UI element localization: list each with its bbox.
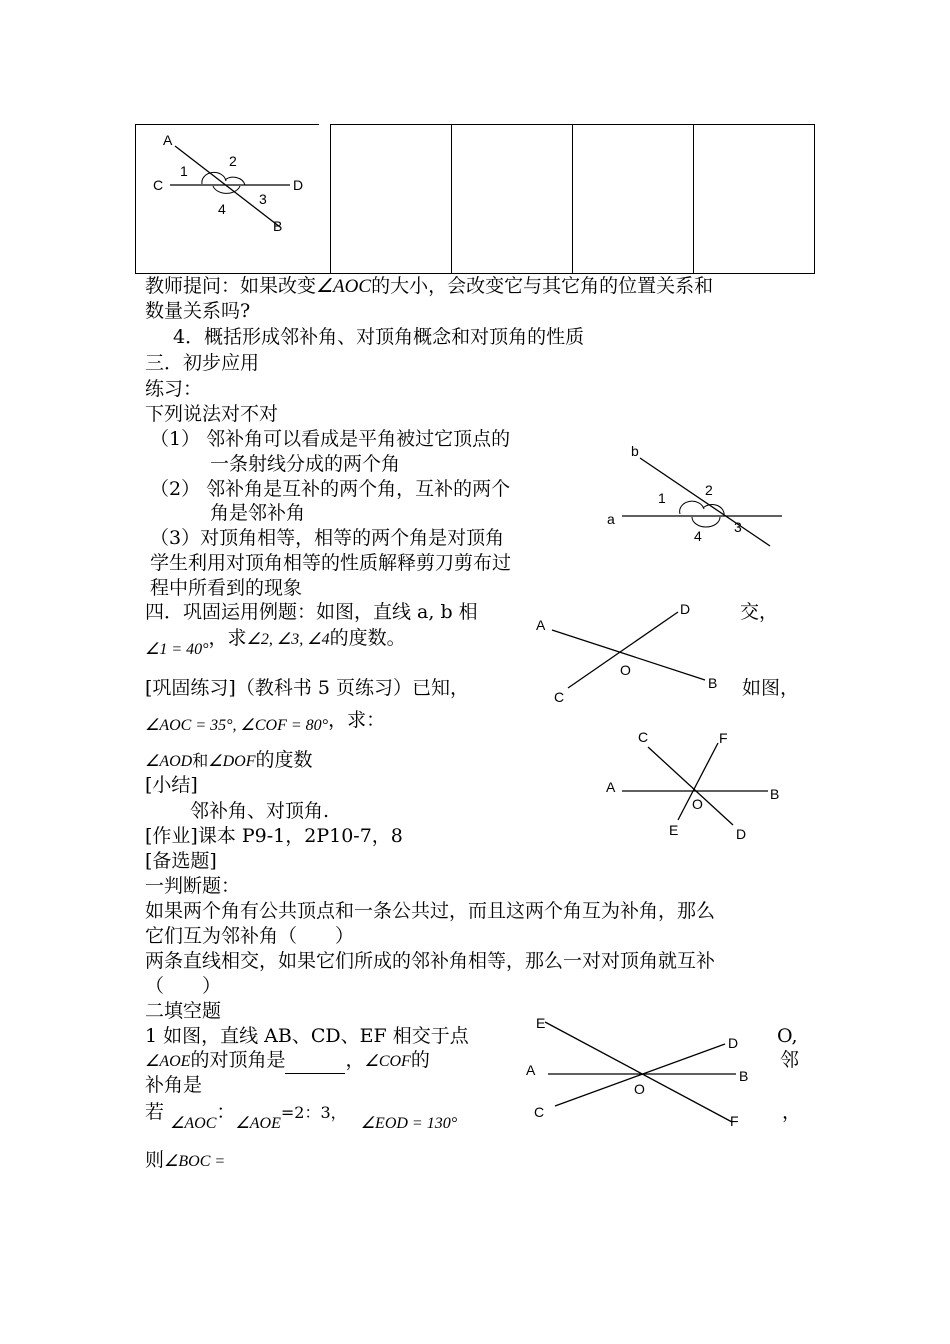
angle-aoe: ∠AOE <box>145 1053 191 1070</box>
fig5-label-F: F <box>730 1113 739 1129</box>
fig2-label-b: b <box>631 443 639 459</box>
fill-1a: 1 如图，直线 AB、CD、EF 相交于点 <box>145 1025 469 1047</box>
dushu-text: 的度数。 <box>329 627 406 649</box>
tk1d-text: 的 <box>410 1049 430 1071</box>
find-boc <box>145 1148 225 1174</box>
figure-5-three-lines <box>520 1010 770 1140</box>
fill-section: 二填空题 <box>145 1000 222 1022</box>
fig3-label-O: O <box>620 662 631 678</box>
judge-intro: 下列说法对不对 <box>145 403 279 425</box>
fig4-label-E: E <box>669 822 679 838</box>
teacher-question-line2: 数量关系吗? <box>145 300 251 322</box>
fig1-angle-4: 4 <box>218 201 226 217</box>
practice-label: 练习： <box>145 378 203 400</box>
fig3-label-B: B <box>708 675 718 691</box>
colon-text: ： <box>216 1101 236 1123</box>
table-cell-4 <box>572 124 694 274</box>
figure-1-intersecting-lines <box>135 124 331 274</box>
ratio-aoc: ∠AOC <box>170 1115 217 1132</box>
he-text: 和 <box>192 751 209 770</box>
fig2-angle-4: 4 <box>694 528 702 544</box>
condition-angles: ∠AOC = 35°, ∠COF = 80° <box>145 717 329 734</box>
fig1-angle-3: 3 <box>259 191 267 207</box>
target-dof: ∠DOF <box>208 753 256 770</box>
tk1c-text: ， <box>345 1049 365 1071</box>
fig2-angle-1: 1 <box>658 490 666 506</box>
lin-text: 邻 <box>780 1049 800 1071</box>
fig4-label-F: F <box>719 730 728 746</box>
fill-1b <box>145 1048 430 1074</box>
tk1b-text: 的对顶角是 <box>190 1049 286 1071</box>
ratio-value: =2：3， <box>280 1103 347 1122</box>
fill-1-point-o: O, <box>777 1025 798 1047</box>
fig4-label-C: C <box>638 729 649 745</box>
section-3-title: 三．初步应用 <box>145 352 260 374</box>
table-cell-2 <box>330 124 452 274</box>
fig2-angle-2: 2 <box>705 482 713 498</box>
statement-1a: （1） 邻补角可以看成是平角被过它顶点的 <box>150 428 511 450</box>
fig3-label-D: D <box>680 601 691 617</box>
statement-1b: 一条射线分成的两个角 <box>210 453 401 475</box>
qiu2-text: ，求： <box>328 709 386 731</box>
target-aod: ∠AOD <box>145 753 193 770</box>
figure-2-lines-a-b <box>600 440 790 550</box>
qiu-text: ，求 <box>208 627 247 649</box>
comma-text: ， <box>782 1101 802 1123</box>
fig1-angle-2: 2 <box>229 153 237 169</box>
judge-2a: 两条直线相交，如果它们所成的邻补角相等，那么一对对顶角就互补 <box>145 950 716 972</box>
scissor-line1: 学生利用对顶角相等的性质解释剪刀剪布过 <box>150 552 512 574</box>
rutu-text: 如图， <box>742 677 800 699</box>
answer-blank[interactable] <box>285 1055 345 1074</box>
table-cell-5 <box>693 124 815 274</box>
angle-boc: ∠BOC = <box>164 1153 226 1170</box>
q-text-b: 的大小，会改变它与其它角的位置关系和 <box>371 275 714 297</box>
statement-2b: 角是邻补角 <box>210 502 306 524</box>
teacher-question-line1 <box>145 274 713 299</box>
scissor-line2: 程中所看到的现象 <box>150 577 303 599</box>
example-condition <box>145 626 406 658</box>
fig4-label-O: O <box>692 796 703 812</box>
summary-body: 邻补角、对顶角. <box>190 800 330 822</box>
fig1-label-C: C <box>153 177 164 193</box>
fig1-label-B: B <box>273 218 283 234</box>
fig3-label-A: A <box>536 617 546 633</box>
bujiao-text: 补角是 <box>145 1074 203 1096</box>
fig4-label-B: B <box>770 786 780 802</box>
backup-questions: [备选题] <box>145 850 217 872</box>
statement-3: （3）对顶角相等，相等的两个角是对顶角 <box>150 527 505 549</box>
section-4-title: 四．巩固运用例题：如图，直线 a, b 相 <box>145 601 478 623</box>
table-cell-3 <box>451 124 573 274</box>
fig5-label-D: D <box>728 1035 739 1051</box>
exercise-condition <box>145 708 385 734</box>
ratio-condition <box>145 1100 458 1132</box>
fig1-label-A: A <box>163 132 173 148</box>
angles-2-3-4: ∠2, ∠3, ∠4 <box>246 631 330 648</box>
fig5-label-B: B <box>739 1068 749 1084</box>
fig1-label-D: D <box>293 177 304 193</box>
fig5-label-O: O <box>634 1081 645 1097</box>
fig5-label-E: E <box>536 1015 546 1031</box>
figure-3-lines-AB-CD <box>530 598 730 708</box>
fig2-label-a: a <box>607 511 615 527</box>
judge-1b: 它们互为邻补角（ ） <box>145 925 355 947</box>
section-4-jiao: 交， <box>740 601 779 623</box>
judge-section: 一判断题： <box>145 875 241 897</box>
fig1-angle-1: 1 <box>180 163 188 179</box>
consolidation-exercise: [巩固练习]（教科书 5 页练习）已知， <box>145 677 469 699</box>
q-text-a: 教师提问：如果改变 <box>145 275 317 297</box>
ze-text: 则 <box>145 1149 165 1171</box>
angle-1-value: ∠1 = 40° <box>145 641 209 658</box>
fig4-label-A: A <box>606 779 616 795</box>
item-4: 4．概括形成邻补角、对顶角概念和对顶角的性质 <box>173 326 585 348</box>
fig4-label-D: D <box>736 826 747 842</box>
summary-label: [小结] <box>145 774 198 796</box>
ratio-aoe: ∠AOE <box>235 1115 281 1132</box>
judge-2b: （ ） <box>145 975 222 997</box>
judge-1a: 如果两个角有公共顶点和一条公共过，而且这两个角互为补角，那么 <box>145 900 716 922</box>
q-angle: ∠AOC <box>316 276 372 297</box>
statement-2a: （2） 邻补角是互补的两个角，互补的两个 <box>150 478 511 500</box>
exercise-target <box>145 748 313 774</box>
figure-4-lines-AB-CD-EF <box>600 725 800 850</box>
fig5-label-A: A <box>526 1062 536 1078</box>
fig5-label-C: C <box>534 1104 545 1120</box>
fig2-angle-3: 3 <box>734 519 742 535</box>
fig3-label-C: C <box>554 689 565 705</box>
angle-eod: ∠EOD = 130° <box>360 1115 458 1132</box>
ruo-text: 若 <box>145 1101 165 1123</box>
angle-cof: ∠COF <box>364 1053 411 1070</box>
dushu2-text: 的度数 <box>255 749 313 771</box>
homework: [作业]课本 P9-1，2P10-7，8 <box>145 825 403 847</box>
